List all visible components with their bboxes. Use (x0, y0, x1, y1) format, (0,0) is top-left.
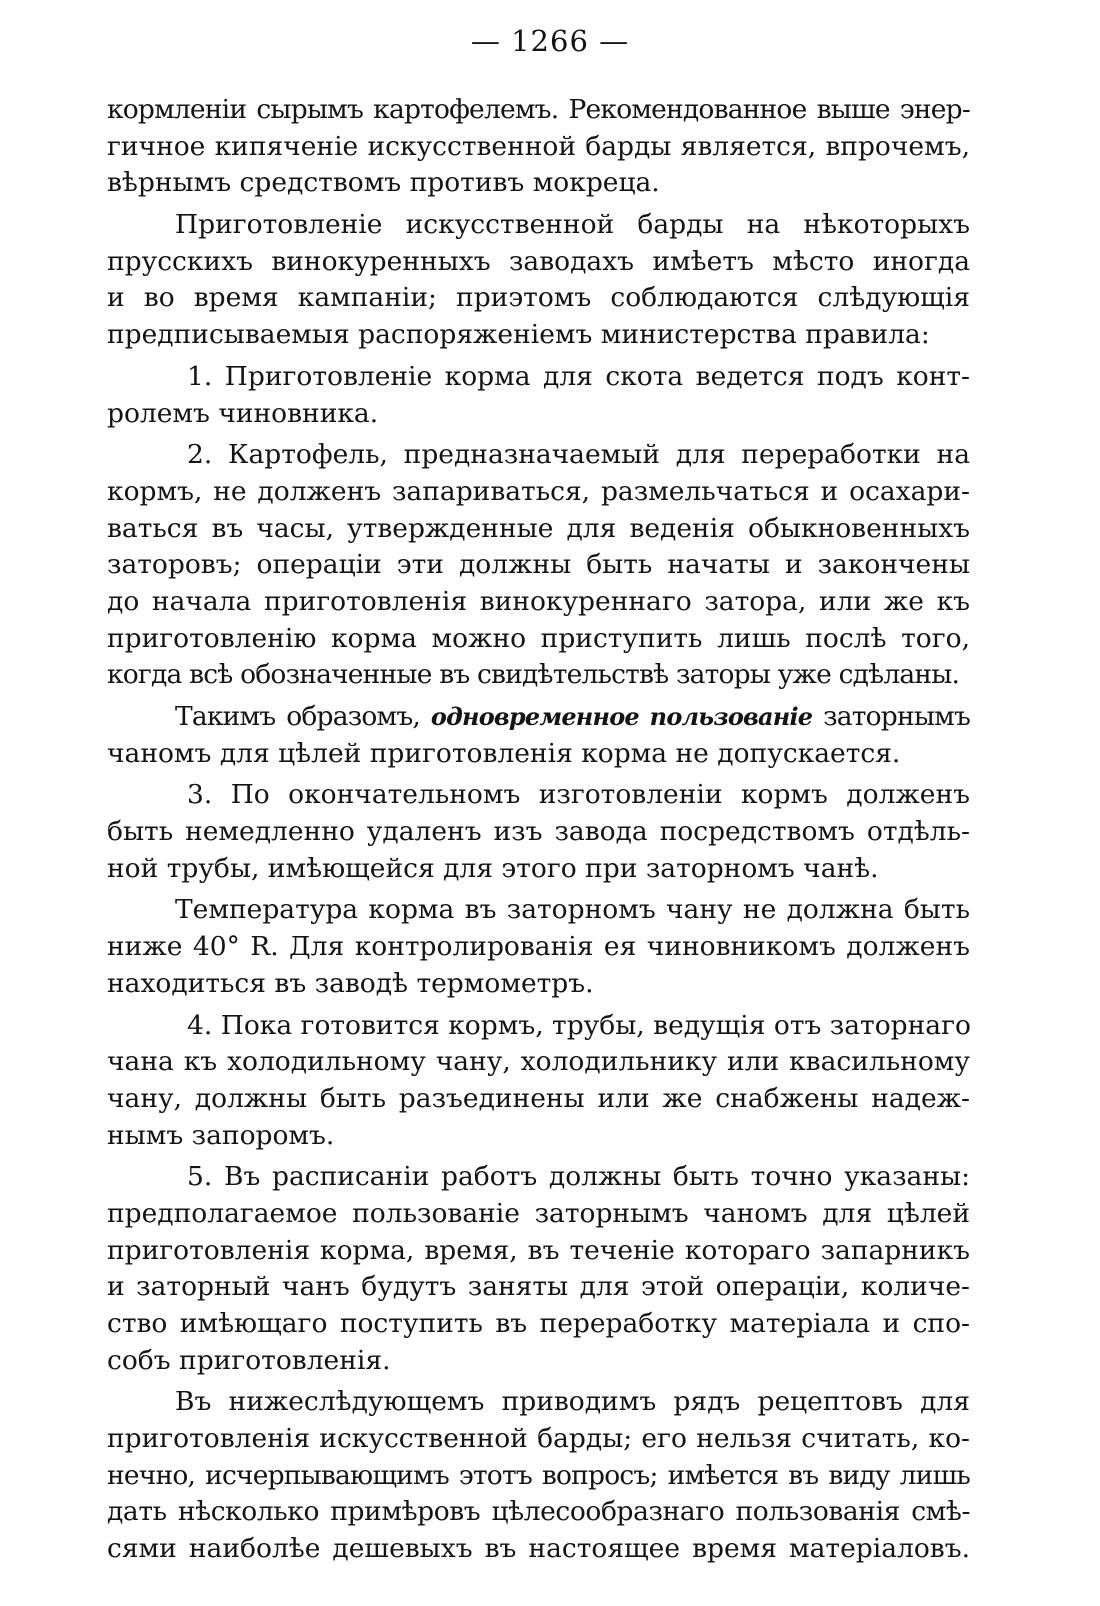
text-line: нымъ запоромъ. (107, 1119, 335, 1151)
text-line: ство имѣющаго поступить въ переработку матеріала и спо- (107, 1308, 970, 1339)
text-line: чану, должны быть разъединены или же снабжены надеж- (107, 1082, 970, 1114)
text-line: 1. Приготовленіе корма для скота ведется подъ конт- (187, 360, 970, 392)
text-line: приготовленія искусственной барды; его нельзя считать, ко- (107, 1423, 970, 1455)
text-line: чана къ холодильному чану, холодильнику или квасильному (107, 1046, 970, 1078)
text-line: предполагаемое пользованіе заторнымъ чаномъ для цѣлей (107, 1197, 970, 1229)
text-line-mixed (107, 699, 970, 736)
text-line: ролемъ чиновника. (107, 397, 379, 429)
text-line: 5. Въ расписаніи работъ должны быть точно указаны: (187, 1161, 970, 1193)
text-line: Температура корма въ заторномъ чану не должна быть (175, 894, 970, 926)
text-line: нечно, исчерпывающимъ этотъ вопросъ; имѣется въ виду лишь (107, 1459, 970, 1491)
text-line: Въ нижеслѣдующемъ приводимъ рядъ рецептовъ для (175, 1386, 970, 1418)
text-line: ной трубы, имѣющейся для этого при заторномъ чанѣ. (107, 852, 879, 884)
text-line: приготовленія корма, время, въ теченіе котораго запарникъ (107, 1234, 970, 1266)
text-line: предписываемыя распоряженіемъ министерства правила: (107, 319, 930, 351)
text-line: ниже 40° R. Для контролированія ея чиновникомъ долженъ (107, 931, 970, 963)
text-line: быть немедленно удаленъ изъ завода посредствомъ отдѣль- (107, 816, 970, 848)
text-line: гичное кипяченіе искусственной барды является, впрочемъ, (107, 130, 970, 162)
text-line: прусскихъ винокуренныхъ заводахъ имѣетъ мѣсто иногда (107, 245, 970, 277)
text-segment: заторнымъ (823, 701, 970, 732)
text-line: чаномъ для цѣлей приготовленія корма не допускается. (107, 737, 901, 769)
emphasized-text: одновременное пользованіе (430, 702, 813, 731)
text-line: находиться въ заводѣ термометръ. (107, 967, 594, 999)
page-number: — 1266 — (470, 24, 630, 58)
text-line: когда всѣ обозначенные въ свидѣтельствѣ заторы уже сдѣланы. (107, 659, 960, 691)
text-line: 2. Картофель, предназначаемый для переработки на (187, 439, 970, 471)
body-text (107, 92, 970, 1568)
text-line: вѣрнымъ средствомъ противъ мокреца. (107, 167, 660, 199)
text-line: приготовленію корма можно приступить лишь послѣ того, (107, 622, 970, 654)
text-line: и во время кампаніи; приэтомъ соблюдаются слѣдующія (107, 282, 970, 314)
text-line: заторовъ; операціи эти должны быть начаты и закончены (107, 549, 970, 581)
text-segment: Такимъ образомъ, (175, 701, 421, 732)
text-line: дать нѣсколько примѣровъ цѣлесообразнаго пользованія смѣ- (107, 1496, 970, 1528)
text-line: до начала приготовленія винокуреннаго затора, или же къ (107, 585, 970, 617)
text-line: и заторный чанъ будутъ заняты для этой операціи, количе- (107, 1271, 970, 1303)
text-line: кормленіи сырымъ картофелемъ. Рекомендованное выше энер- (107, 94, 970, 125)
text-line: Приготовленіе искусственной барды на нѣкоторыхъ (175, 209, 970, 241)
text-line: 3. По окончательномъ изготовленіи кормъ долженъ (187, 779, 970, 811)
text-line: сями наиболѣе дешевыхъ въ настоящее время матеріаловъ. (107, 1533, 970, 1565)
text-line: собъ приготовленія. (107, 1344, 391, 1376)
text-line: 4. Пока готовится кормъ, трубы, ведущія отъ заторнаго (187, 1009, 971, 1041)
text-line: ваться въ часы, утвержденные для веденія обыкновенныхъ (107, 512, 970, 544)
text-line: кормъ, не долженъ запариваться, размельчаться и осахари- (107, 475, 970, 507)
